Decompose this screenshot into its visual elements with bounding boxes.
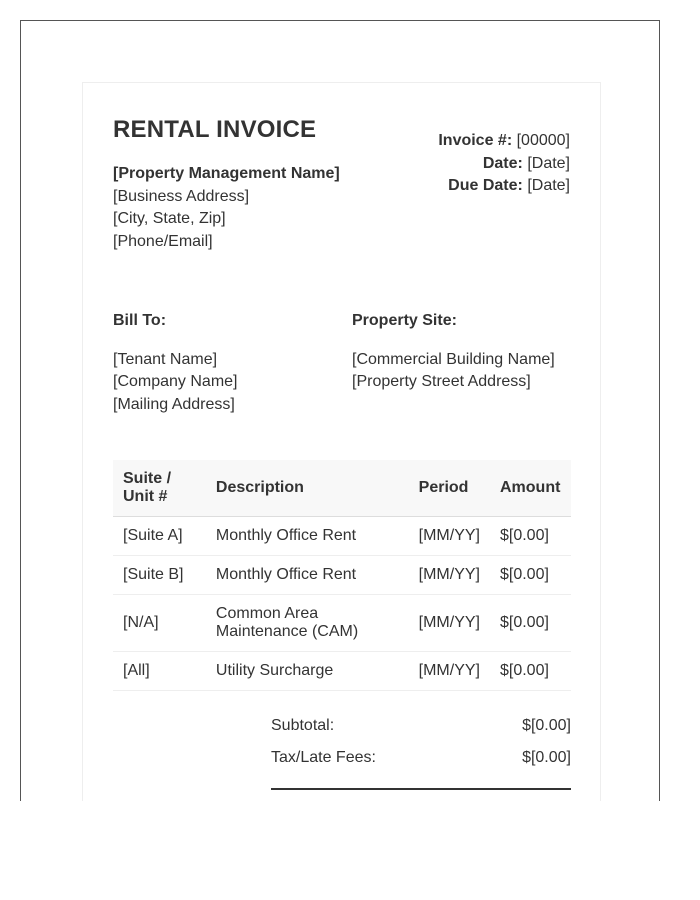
row-description: Monthly Office Rent [206, 517, 409, 556]
bill-to-mailing: [Mailing Address] [113, 395, 235, 413]
row-description-line1: Common Area [215, 605, 319, 622]
row-suite: [Suite A] [113, 517, 206, 556]
sender-address: [Business Address] [113, 187, 250, 205]
bill-to-company: [Company Name] [113, 373, 238, 390]
row-amount: $[0.00] [490, 556, 571, 595]
invoice-due-date-value: [Date] [527, 177, 570, 194]
bill-to-heading: Bill To: [113, 312, 167, 329]
subtotal-value: $[0.00] [522, 717, 571, 734]
header-description: Description [206, 460, 409, 517]
property-site-address: [Property Street Address] [352, 373, 531, 390]
tax-row [271, 748, 571, 780]
tax-label: Tax/Late Fees: [271, 749, 376, 766]
row-amount: $[0.00] [490, 595, 571, 652]
tax-value: $[0.00] [522, 749, 571, 766]
invoice-title: RENTAL INVOICE [113, 116, 317, 143]
subtotal-row [271, 716, 571, 748]
table-row [113, 517, 571, 556]
invoice-date-row [438, 153, 570, 176]
table-row [113, 556, 571, 595]
row-description: Monthly Office Rent [206, 556, 409, 595]
header-period: Period [409, 460, 490, 517]
header-suite [113, 460, 206, 517]
invoice-sheet [82, 82, 601, 801]
totals-divider [271, 788, 571, 790]
header-amount: Amount [490, 460, 571, 517]
totals-block [271, 716, 571, 780]
row-period: [MM/YY] [409, 556, 490, 595]
sender-name: [Property Management Name] [113, 165, 340, 182]
property-site-building: [Commercial Building Name] [352, 350, 555, 368]
bill-to-block [113, 310, 238, 416]
sender-contact: [Phone/Email] [113, 232, 213, 250]
sender-block [113, 163, 340, 253]
row-amount: $[0.00] [490, 517, 571, 556]
row-period: [MM/YY] [409, 595, 490, 652]
bill-to-tenant: [Tenant Name] [113, 350, 218, 368]
property-site-block [352, 310, 555, 394]
table-row [113, 652, 571, 691]
invoice-due-date-label: Due Date: [448, 177, 523, 194]
invoice-due-date-row [438, 175, 570, 198]
row-period: [MM/YY] [409, 652, 490, 691]
invoice-meta [438, 130, 570, 198]
row-suite: [All] [113, 652, 206, 691]
invoice-date-label: Date: [482, 154, 523, 172]
property-site-heading: Property Site: [352, 312, 457, 329]
table-header-row [113, 460, 571, 517]
invoice-date-value: [Date] [527, 154, 570, 172]
header-suite-line2: Unit # [123, 488, 168, 505]
row-suite: [Suite B] [113, 556, 206, 595]
invoice-number-row [438, 130, 570, 153]
row-description [206, 595, 409, 652]
row-amount: $[0.00] [490, 652, 571, 691]
header-suite-line1: Suite / [123, 470, 172, 487]
row-period: [MM/YY] [409, 517, 490, 556]
invoice-number-label: Invoice #: [438, 132, 513, 149]
line-items-table [113, 460, 571, 691]
row-description-line2: Maintenance (CAM) [215, 623, 359, 640]
row-description: Utility Surcharge [206, 652, 409, 691]
row-suite: [N/A] [113, 595, 206, 652]
invoice-number-value: [00000] [516, 132, 570, 149]
document-page [20, 20, 660, 801]
table-row [113, 595, 571, 652]
sender-city: [City, State, Zip] [113, 210, 226, 227]
subtotal-label: Subtotal: [271, 717, 335, 734]
